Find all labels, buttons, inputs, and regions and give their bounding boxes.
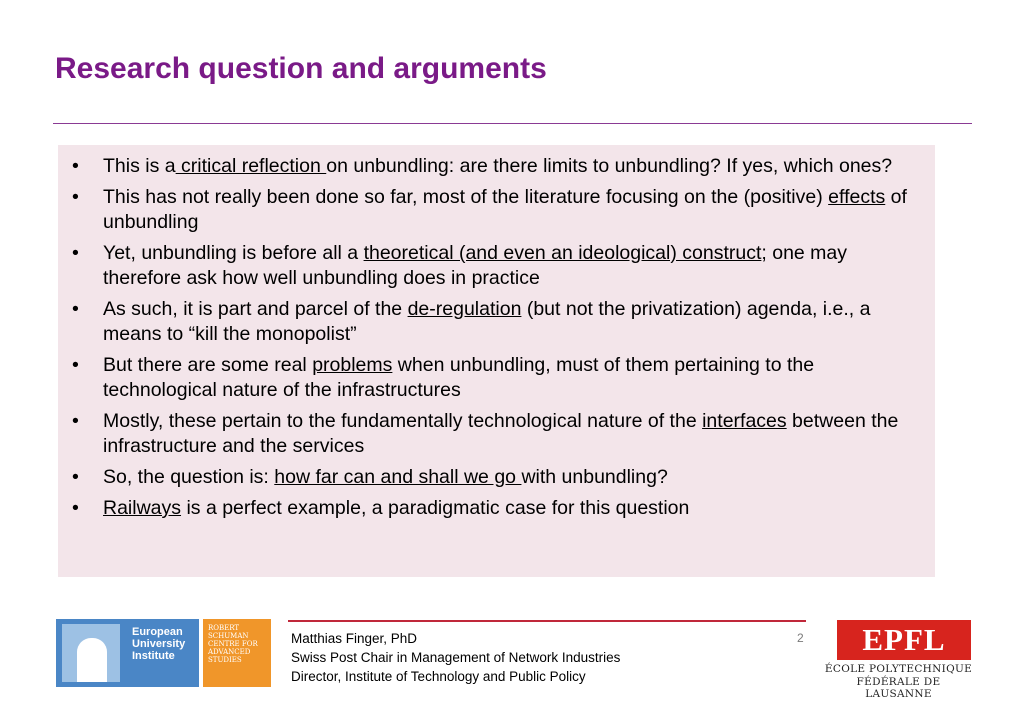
epfl-line-1: ÉCOLE POLYTECHNIQUE xyxy=(824,663,973,675)
underlined-text: effects xyxy=(828,186,886,208)
eui-door-icon xyxy=(62,624,120,682)
underlined-text: interfaces xyxy=(702,410,787,432)
bullet-text: As such, it is part and parcel of the xyxy=(103,298,408,320)
bullet-text: with unbundling? xyxy=(521,466,668,488)
bullet-marker: • xyxy=(72,466,79,488)
epfl-line-2: FÉDÉRALE DE LAUSANNE xyxy=(856,676,941,700)
bullet-item xyxy=(66,353,921,403)
bullet-item xyxy=(66,297,921,347)
bullet-item xyxy=(66,185,921,235)
bullet-marker: • xyxy=(72,497,79,519)
underlined-text: how far can and shall we go xyxy=(274,466,522,488)
bullet-text: So, the question is: xyxy=(103,466,275,488)
footer-divider xyxy=(288,620,806,622)
bullet-item xyxy=(66,409,921,459)
bullet-marker: • xyxy=(72,410,79,432)
bullet-marker: • xyxy=(72,242,79,264)
bullet-item xyxy=(66,496,921,521)
bullet-item xyxy=(66,465,921,490)
epfl-wordmark: EPFL xyxy=(837,620,971,660)
bullet-marker: • xyxy=(72,354,79,376)
page-number: 2 xyxy=(797,631,804,645)
bullet-text: Mostly, these pertain to the fundamentally technological nature of the xyxy=(103,410,703,432)
bullet-text: is a perfect example, a paradigmatic case for this question xyxy=(181,497,690,519)
bullet-text: Yet, unbundling is before all a xyxy=(103,242,364,264)
bullet-text: But there are some real xyxy=(103,354,313,376)
bullet-text: of unbundling xyxy=(103,186,907,233)
underlined-text: problems xyxy=(312,354,393,376)
bullet-list xyxy=(66,154,921,521)
eui-logo-text: European University Institute xyxy=(132,626,186,662)
footer-text xyxy=(291,629,620,686)
bullet-text: (but not the privatization) agenda, i.e., a means to “kill the monopolist” xyxy=(103,298,871,345)
eui-logo xyxy=(56,619,199,687)
bullet-marker: • xyxy=(72,298,79,320)
bullet-item xyxy=(66,154,921,179)
bullet-text: ; one may therefore ask how well unbundling does in practice xyxy=(103,242,848,289)
footer-role: Director, Institute of Technology and Public Policy xyxy=(291,669,586,684)
title-divider xyxy=(53,123,972,124)
slide-title: Research question and arguments xyxy=(55,52,547,85)
footer-author: Matthias Finger, PhD xyxy=(291,631,418,646)
bullet-marker: • xyxy=(72,155,79,177)
bullet-text: This is a xyxy=(103,155,176,177)
epfl-logo xyxy=(820,620,975,700)
bullet-text: between the infrastructure and the services xyxy=(103,410,899,457)
bullet-marker: • xyxy=(72,186,79,208)
bullet-text: This has not really been done so far, most of the literature focusing on the (positive) xyxy=(103,186,829,208)
bullet-text: when unbundling, must of them pertaining to the technological nature of the infrastructures xyxy=(103,354,815,401)
underlined-text: critical reflection xyxy=(175,155,327,177)
underlined-text: theoretical (and even an ideological) construct xyxy=(363,242,762,264)
underlined-text: de-regulation xyxy=(407,298,522,320)
content-box xyxy=(58,145,935,577)
underlined-text: Railways xyxy=(103,497,182,519)
rsc-logo-text: ROBERT SCHUMAN CENTRE FOR ADVANCED STUDIES xyxy=(208,624,258,664)
footer-position: Swiss Post Chair in Management of Network Industries xyxy=(291,650,621,665)
rsc-logo xyxy=(203,619,271,687)
bullet-item xyxy=(66,241,921,291)
bullet-text: on unbundling: are there limits to unbundling? If yes, which ones? xyxy=(326,155,893,177)
